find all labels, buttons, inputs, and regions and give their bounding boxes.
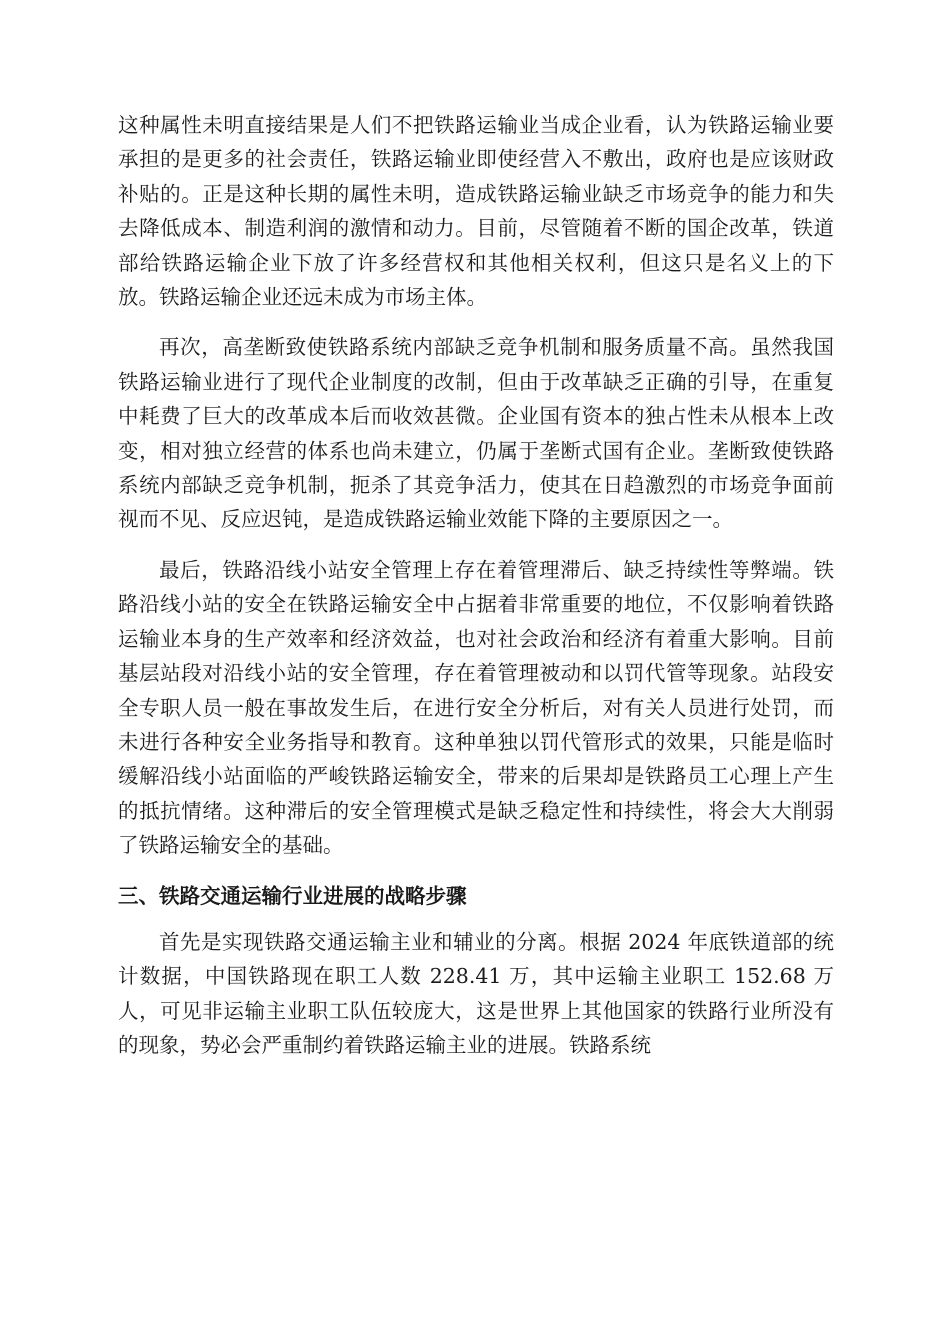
paragraph-attribute-unclear: 这种属性未明直接结果是人们不把铁路运输业当成企业看，认为铁路运输业要承担的是更多的社会责任，铁路运输业即使经营入不敷出，政府也是应该财政补贴的。正是这种长期的属性未明，造成铁路运输业缺乏市场竞争的能力和失去降低成本、制造利润的激情和动力。目前，尽管随着不断的国企改革，铁道部给铁路运输企业下放了许多经营权和其他相关权利，但这只是名义上的下放。铁路运输企业还远未成为市场主体。: [118, 113, 834, 310]
paragraph-monopoly: 再次，高垄断致使铁路系统内部缺乏竞争机制和服务质量不高。虽然我国铁路运输业进行了现代企业制度的改制，但由于改革缺乏正确的引导，在重复中耗费了巨大的改革成本后而收效甚微。企业国有资本的独占性未从根本上改变，相对独立经营的体系也尚未建立，仍属于垄断式国有企业。垄断致使铁路系统内部缺乏竞争机制，扼杀了其竞争活力，使其在日趋激烈的市场竞争面前视而不见、反应迟钝，是造成铁路运输业效能下降的主要原因之一。: [118, 335, 834, 532]
paragraph-station-safety: 最后，铁路沿线小站安全管理上存在着管理滞后、缺乏持续性等弊端。铁路沿线小站的安全在铁路运输安全中占据着非常重要的地位，不仅影响着铁路运输业本身的生产效率和经济效益，也对社会政治和经济有着重大影响。目前基层站段对沿线小站的安全管理，存在着管理被动和以罚代管等现象。站段安全专职人员一般在事故发生后，在进行安全分析后，对有关人员进行处罚，而未进行各种安全业务指导和教育。这种单独以罚代管形式的效果，只能是临时缓解沿线小站面临的严峻铁路运输安全，带来的后果却是铁路员工心理上产生的抵抗情绪。这种滞后的安全管理模式是缺乏稳定性和持续性，将会大大削弱了铁路运输安全的基础。: [118, 557, 834, 858]
section-heading: 三、铁路交通运输行业进展的战略步骤: [118, 883, 467, 908]
paragraph-separation: 首先是实现铁路交通运输主业和辅业的分离。根据 2024 年底铁道部的统计数据，中国铁路现在职工人数 228.41 万，其中运输主业职工 152.68 万人，可见非运输主业职工队伍较庞大，这是世界上其他国家的铁路行业所没有的现象，势必会严重制约着铁路运输主业的进展。铁路系统: [118, 929, 834, 1058]
document-page: [118, 108, 834, 1079]
